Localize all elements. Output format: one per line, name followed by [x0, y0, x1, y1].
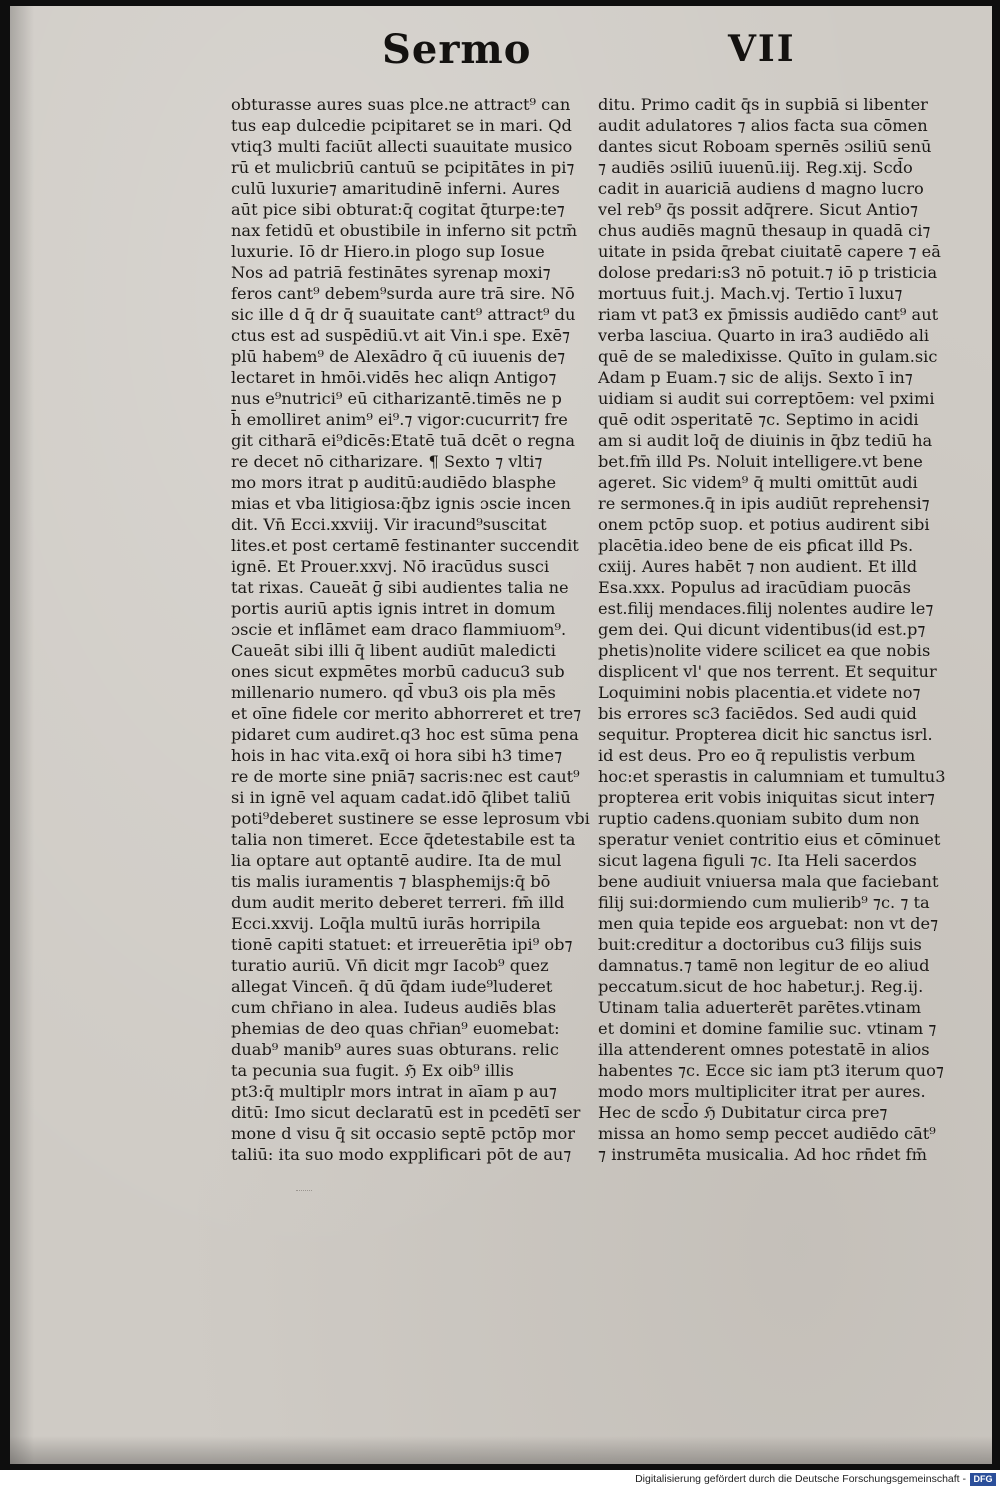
- text-line: obturasse aures suas plce.ne attract⁹ can: [231, 95, 571, 114]
- text-line: quē odit ɔsperitatē ⁊c. Septimo in acidi: [598, 410, 919, 429]
- text-line: buit:creditur a doctoribus cu3 filijs suis: [598, 935, 922, 954]
- text-line: lites.et post certamē festinanter succendit: [231, 536, 579, 555]
- text-line: ctus est ad suspēdiū.vt ait Vin.i spe. Exē⁊: [231, 326, 571, 345]
- text-line: plū habem⁹ de Alexādro q̄ cū iuuenis de⁊: [231, 347, 566, 366]
- page-bottom-shadow: [10, 1436, 992, 1464]
- text-line: Loquimini nobis placentia.et videte no⁊: [598, 683, 921, 702]
- text-line: pidaret cum audiret.q3 hoc est sūma pena: [231, 725, 579, 744]
- text-column-left: [231, 94, 599, 1165]
- running-head-word: Sermo: [382, 26, 532, 73]
- text-line: dantes sicut Roboam spernēs ɔsiliū senū: [598, 137, 932, 156]
- text-line: onem pctōp suop. et potius audirent sibi: [598, 515, 930, 534]
- text-line: Utinam talia aduerterēt parētes.vtinam: [598, 998, 922, 1017]
- running-head-number: VII: [728, 28, 796, 70]
- text-line: displicent vl' que nos terrent. Et sequitur: [598, 662, 937, 681]
- text-line: h̄ emolliret anim⁹ ei⁹.⁊ vigor:cucurrit⁊ fre: [231, 410, 568, 429]
- text-line: dolose predari:s3 nō potuit.⁊ iō p tristicia: [598, 263, 938, 282]
- text-line: ditū: Imo sicut declaratū est in pcedētī ser: [231, 1103, 581, 1122]
- text-line: ageret. Sic videm⁹ q̄ multi omittūt audi: [598, 473, 918, 492]
- text-line: cadit in auariciā audiens d magno lucro: [598, 179, 924, 198]
- text-line: phetis)nolite videre scilicet ea que nobis: [598, 641, 931, 660]
- text-line: tis malis iuramentis ⁊ blasphemijs:q̄ bō: [231, 872, 551, 891]
- text-line: re sermones.q̄ in ipis audiūt reprehensi⁊: [598, 494, 930, 513]
- text-line: men quia tepide eos arguebat: non vt de⁊: [598, 914, 939, 933]
- text-line: turatio auriū. Vn̄ dicit mgr Iacob⁹ quez: [231, 956, 549, 975]
- text-line: ignē. Et Prouer.xxvj. Nō iracūdus susci: [231, 557, 550, 576]
- text-line: dit. Vn̄ Ecci.xxviij. Vir iracund⁹suscitat: [231, 515, 547, 534]
- text-line: ditu. Primo cadit q̄s in supbiā si libenter: [598, 95, 928, 114]
- text-line: cxiij. Aures habēt ⁊ non audient. Et illd: [598, 557, 918, 576]
- text-line: portis auriū aptis ignis intret in domum: [231, 599, 556, 618]
- text-line: am si audit loq̄ de diuinis in q̄bz tediū ha: [598, 431, 933, 450]
- text-line: riam vt pat3 ex p̄missis audiēdo cant⁹ aut: [598, 305, 939, 324]
- text-line: tus eap dulcedie pcipitaret se in mari. Qd: [231, 116, 572, 135]
- text-column-right: [598, 94, 970, 1165]
- text-line: est.filij mendaces.filij nolentes audire le⁊: [598, 599, 934, 618]
- text-line: et domini et domine familie suc. vtinam ⁊: [598, 1019, 937, 1038]
- text-line: damnatus.⁊ tamē non legitur de eo aliud: [598, 956, 930, 975]
- text-line: lectaret in hmōi.vidēs hec aliqn Antigo⁊: [231, 368, 557, 387]
- text-line: illa attenderent omnes potestatē in alios: [598, 1040, 930, 1059]
- text-line: bis errores sc3 faciēdos. Sed audi quid: [598, 704, 917, 723]
- text-line: peccatum.sicut de hoc habetur.j. Reg.ij.: [598, 977, 924, 996]
- text-line: lia optare aut optantē audire. Ita de mul: [231, 851, 562, 870]
- text-line: nus e⁹nutrici⁹ eū citharizantē.timēs ne p: [231, 389, 562, 408]
- text-line: rū et mulicbriū cantuū se pcipitātes in pi⁊: [231, 158, 575, 177]
- text-line: filij sui:dormiendo cum mulierib⁹ ⁊c. ⁊ ta: [598, 893, 930, 912]
- text-line: cum chr̄iano in alea. Iudeus audiēs blas: [231, 998, 557, 1017]
- text-line: propterea erit vobis iniquitas sicut inter⁊: [598, 788, 935, 807]
- text-line: culū luxurie⁊ amaritudinē inferni. Aures: [231, 179, 560, 198]
- footer-credit-text: Digitalisierung gefördert durch die Deutsche Forschungsgemeinschaft -: [635, 1473, 966, 1485]
- text-line: allegat Vincen̄. q̄ dū q̄dam iude⁹luderet: [231, 977, 553, 996]
- text-line: Adam p Euam.⁊ sic de alijs. Sexto ī in⁊: [598, 368, 913, 387]
- text-line: sic ille d q̄ dr q̄ suauitate cant⁹ attract⁹ du: [231, 305, 576, 324]
- text-line: git citharā ei⁹dicēs:Etatē tuā dcēt o regna: [231, 431, 575, 450]
- text-line: duab⁹ manib⁹ aures suas obturans. relic: [231, 1040, 559, 1059]
- text-line: uitate in psida q̄rebat ciuitatē capere ⁊ eā: [598, 242, 941, 261]
- text-line: tat rixas. Caueāt ḡ sibi audientes talia ne: [231, 578, 569, 597]
- text-line: modo mors multipliciter itrat per aures.: [598, 1082, 926, 1101]
- text-line: missa an homo semp peccet audiēdo cāt⁹: [598, 1124, 936, 1143]
- text-line: taliū: ita suo modo expplificari pōt de au⁊: [231, 1145, 572, 1164]
- dfg-logo-icon: DFG: [970, 1473, 996, 1486]
- text-line: id est deus. Pro eo q̄ repulistis verbum: [598, 746, 916, 765]
- text-line: Caueāt sibi illi q̄ libent audiūt maledicti: [231, 641, 556, 660]
- text-line: tionē capiti statuet: et irreuerētia ipi⁹ ob⁊: [231, 935, 573, 954]
- text-line: ta pecunia sua fugit. ℌ Ex oib⁹ illis: [231, 1061, 514, 1080]
- text-line: gem dei. Qui dicunt videntibus(id est.p⁊: [598, 620, 926, 639]
- text-line: si in ignē vel aquam cadat.idō q̄libet taliū: [231, 788, 571, 807]
- digitization-footer: [0, 1470, 1000, 1489]
- text-line: chus audiēs magnū thesaup in quadā ci⁊: [598, 221, 931, 240]
- text-line: quē de se maledixisse. Quīto in gulam.sic: [598, 347, 938, 366]
- running-head: [10, 26, 992, 76]
- text-line: vel reb⁹ q̄s possit adq̄rere. Sicut Antio⁊: [598, 200, 919, 219]
- text-line: feros cant⁹ debem⁹surda aure trā sire. Nō: [231, 284, 575, 303]
- text-line: hois in hac vita.exq̄ oi hora sibi h3 time⁊: [231, 746, 563, 765]
- text-line: mone d visu q̄ sit occasio septē pctōp mor: [231, 1124, 576, 1143]
- text-line: dum audit merito deberet terreri. fm̄ illd: [231, 893, 565, 912]
- text-line: Ecci.xxvij. Loq̄la multū iurās horripila: [231, 914, 541, 933]
- gutter-shadow: [10, 6, 34, 1464]
- text-line: ruptio cadens.quoniam subito dum non: [598, 809, 920, 828]
- text-line: bene audiuit vniuersa mala que faciebant: [598, 872, 939, 891]
- text-line: Esa.xxx. Populus ad iracūdiam puocās: [598, 578, 911, 597]
- text-line: aūt pice sibi obturat:q̄ cogitat q̄turpe:te⁊: [231, 200, 565, 219]
- text-line: luxurie. Iō dr Hiero.in plogo sup Iosue: [231, 242, 545, 261]
- text-line: et oīne fidele cor merito abhorreret et tre⁊: [231, 704, 582, 723]
- text-line: placētia.ideo bene de eis ꝑficat illd Ps.: [598, 536, 914, 555]
- text-line: uidiam si audit sui correptōem: vel pximi: [598, 389, 935, 408]
- text-line: re de morte sine pniā⁊ sacris:nec est caut⁹: [231, 767, 580, 786]
- text-line: vtiq3 multi faciūt allecti suauitate musico: [231, 137, 573, 156]
- text-line: ⁊ audiēs ɔsiliū iuuenū.iij. Reg.xij. Scd̄o: [598, 158, 913, 177]
- ink-smudge: [296, 1184, 312, 1191]
- text-line: millenario numero. qd̄ vbu3 ois pla mēs: [231, 683, 556, 702]
- text-line: sicut lagena figuli ⁊c. Ita Heli sacerdos: [598, 851, 917, 870]
- text-line: Hec de scd̄o ℌ Dubitatur circa pre⁊: [598, 1103, 888, 1122]
- text-line: re decet nō citharizare. ¶ Sexto ⁊ vlti⁊: [231, 452, 543, 471]
- text-line: mias et vba litigiosa:q̄bz ignis ɔscie incen: [231, 494, 571, 513]
- text-line: ⁊ instrumēta musicalia. Ad hoc rn̄det fm̄: [598, 1145, 927, 1164]
- text-line: habentes ⁊c. Ecce sic iam pt3 iterum quo⁊: [598, 1061, 944, 1080]
- text-line: phemias de deo quas chr̄ian⁹ euomebat:: [231, 1019, 560, 1038]
- text-line: sequitur. Propterea dicit hic sanctus isrl.: [598, 725, 933, 744]
- book-page: [10, 6, 992, 1464]
- text-line: audit adulatores ⁊ alios facta sua cōmen: [598, 116, 928, 135]
- text-line: poti⁹deberet sustinere se esse leprosum vbi: [231, 809, 590, 828]
- text-line: pt3:q̄ multiplr mors intrat in aīam p au⁊: [231, 1082, 557, 1101]
- text-line: speratur veniet contritio eius et cōminuet: [598, 830, 941, 849]
- text-line: verba lasciua. Quarto in ira3 audiēdo ali: [598, 326, 930, 345]
- text-line: ɔscie et inflāmet eam draco flammiuom⁹.: [231, 620, 567, 639]
- text-line: mortuus fuit.j. Mach.vj. Tertio ī luxu⁊: [598, 284, 903, 303]
- text-line: mo mors itrat p auditū:audiēdo blasphe: [231, 473, 557, 492]
- text-line: ones sicut expmētes morbū caducu3 sub: [231, 662, 565, 681]
- text-line: talia non timeret. Ecce q̄detestabile est ta: [231, 830, 576, 849]
- text-line: nax fetidū et obustibile in inferno sit pctm̄: [231, 221, 578, 240]
- text-line: Nos ad patriā festinātes syrenap moxi⁊: [231, 263, 551, 282]
- text-line: hoc:et sperastis in calumniam et tumultu3: [598, 767, 946, 786]
- text-line: bet.fm̄ illd Ps. Noluit intelligere.vt bene: [598, 452, 923, 471]
